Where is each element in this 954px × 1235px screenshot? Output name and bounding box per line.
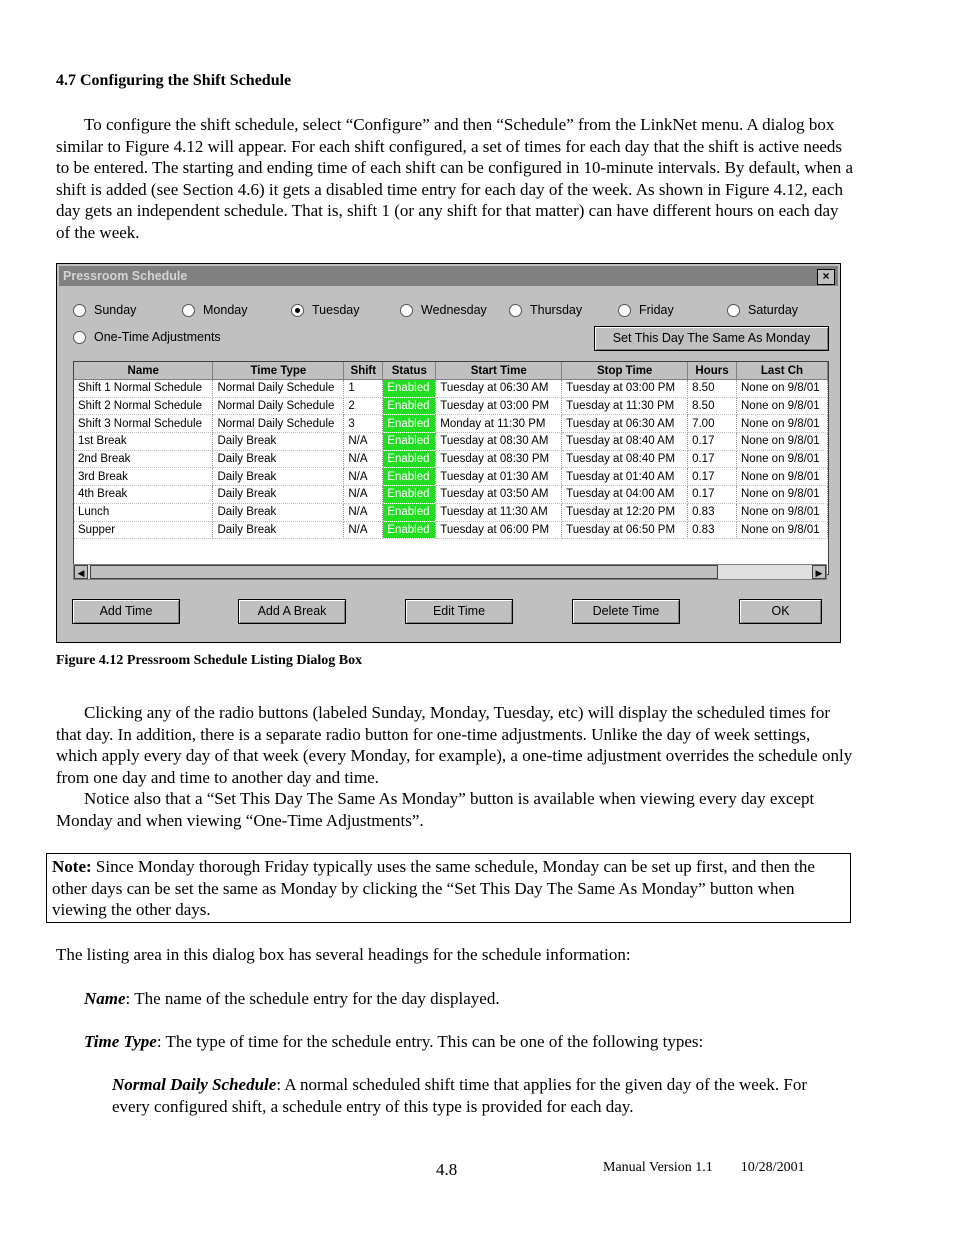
table-cell: Daily Break bbox=[213, 486, 344, 504]
table-row[interactable] bbox=[74, 380, 828, 398]
table-cell: Tuesday at 08:30 PM bbox=[436, 450, 562, 468]
table-row[interactable] bbox=[74, 468, 828, 486]
table-cell: None on 9/8/01 bbox=[737, 521, 828, 539]
column-header-time-type[interactable]: Time Type bbox=[213, 362, 344, 380]
table-cell: Tuesday at 08:40 PM bbox=[562, 450, 688, 468]
table-cell: 8.50 bbox=[688, 397, 737, 415]
table-cell: 0.83 bbox=[688, 503, 737, 521]
table-cell: Tuesday at 08:40 AM bbox=[562, 433, 688, 451]
table-cell: Tuesday at 03:50 AM bbox=[436, 486, 562, 504]
table-cell: 7.00 bbox=[688, 415, 737, 433]
table-cell: Tuesday at 01:40 AM bbox=[562, 468, 688, 486]
note-label: Note: bbox=[52, 857, 92, 876]
column-header-name[interactable]: Name bbox=[74, 362, 213, 380]
pressroom-schedule-dialog bbox=[56, 263, 841, 643]
add-break-button[interactable]: Add A Break bbox=[238, 599, 346, 624]
table-cell: Tuesday at 06:30 AM bbox=[436, 380, 562, 398]
table-cell: Tuesday at 08:30 AM bbox=[436, 433, 562, 451]
definition: : The name of the schedule entry for the day displayed. bbox=[125, 989, 500, 1008]
table-row[interactable] bbox=[74, 450, 828, 468]
table-cell: 0.17 bbox=[688, 468, 737, 486]
radio-one-time-adjustments[interactable] bbox=[73, 330, 221, 344]
table-cell: Tuesday at 03:00 PM bbox=[562, 380, 688, 398]
column-header-status[interactable]: Status bbox=[383, 362, 436, 380]
table-cell: 0.17 bbox=[688, 450, 737, 468]
table-cell: Tuesday at 06:50 PM bbox=[562, 521, 688, 539]
add-time-button[interactable]: Add Time bbox=[72, 599, 180, 624]
scroll-right-icon[interactable]: ▶ bbox=[812, 565, 826, 579]
column-header-last-changed[interactable]: Last Ch bbox=[737, 362, 828, 380]
dialog-title: Pressroom Schedule bbox=[63, 269, 188, 283]
paragraph-text: Clicking any of the radio buttons (labeled Sunday, Monday, Tuesday, etc) will display the scheduled times for that day. In addition, there is a separate radio button for one-time adjustments. Unlike the day of week settings, which apply every day of that week (every Monday, for example), a one-time adjustment overrides the schedule only from one day and time to another day and time. bbox=[56, 703, 853, 787]
table-cell: Enabled bbox=[383, 486, 436, 504]
table-cell: Lunch bbox=[74, 503, 213, 521]
table-cell: Tuesday at 11:30 AM bbox=[436, 503, 562, 521]
table-cell: None on 9/8/01 bbox=[737, 397, 828, 415]
table-row[interactable] bbox=[74, 503, 828, 521]
page-number: 4.8 bbox=[436, 1160, 458, 1179]
definition: : The type of time for the schedule entry. This can be one of the following types: bbox=[156, 1032, 704, 1051]
table-cell: Daily Break bbox=[213, 521, 344, 539]
definition: : A normal scheduled shift time that applies for the given day of the week. For every configured shift, a schedule entry of this type is provided for each day. bbox=[112, 1075, 807, 1116]
table-cell: None on 9/8/01 bbox=[737, 380, 828, 398]
radio-wednesday[interactable] bbox=[400, 303, 487, 317]
table-cell: Daily Break bbox=[213, 450, 344, 468]
table-cell: Enabled bbox=[383, 433, 436, 451]
radio-label: Saturday bbox=[748, 303, 799, 317]
radio-sunday[interactable] bbox=[73, 303, 136, 317]
section-heading: 4.7 Configuring the Shift Schedule bbox=[56, 72, 292, 89]
column-header-stop-time[interactable]: Stop Time bbox=[562, 362, 688, 380]
manual-version: Manual Version 1.1 10/28/2001 bbox=[603, 1160, 805, 1175]
paragraph-text: Notice also that a “Set This Day The Same As Monday” button is available when viewing every day except Monday and when viewing “One-Time Adjustments”. bbox=[56, 789, 815, 830]
radio-description bbox=[56, 702, 856, 832]
radio-monday[interactable] bbox=[182, 303, 247, 317]
table-cell: Normal Daily Schedule bbox=[213, 380, 344, 398]
table-cell: None on 9/8/01 bbox=[737, 486, 828, 504]
term: Normal Daily Schedule bbox=[112, 1075, 277, 1094]
table-cell: Daily Break bbox=[213, 503, 344, 521]
radio-label: Thursday bbox=[530, 303, 583, 317]
same-as-monday-button[interactable]: Set This Day The Same As Monday bbox=[594, 326, 829, 351]
table-cell: Normal Daily Schedule bbox=[213, 397, 344, 415]
dialog-titlebar bbox=[59, 266, 838, 286]
table-cell: N/A bbox=[344, 468, 383, 486]
table-row[interactable] bbox=[74, 486, 828, 504]
table-cell: 3rd Break bbox=[74, 468, 213, 486]
radio-friday[interactable] bbox=[618, 303, 674, 317]
table-cell: N/A bbox=[344, 503, 383, 521]
table-cell: None on 9/8/01 bbox=[737, 433, 828, 451]
table-cell: 1st Break bbox=[74, 433, 213, 451]
intro-paragraph bbox=[56, 114, 856, 244]
table-cell: Normal Daily Schedule bbox=[213, 415, 344, 433]
table-cell: Tuesday at 04:00 AM bbox=[562, 486, 688, 504]
table-row[interactable] bbox=[74, 433, 828, 451]
table-cell: Monday at 11:30 PM bbox=[436, 415, 562, 433]
table-cell: None on 9/8/01 bbox=[737, 415, 828, 433]
table-cell: None on 9/8/01 bbox=[737, 468, 828, 486]
intro-paragraph-text: To configure the shift schedule, select “Configure” and then “Schedule” from the LinkNet menu. A dialog box similar to Figure 4.12 will appear. For each shift configured, a set of times for each day that the shift is active needs to be entered. The starting and ending time of each shift can be configured in 10-minute intervals. By default, when a shift is added (see Section 4.6) it gets a disabled time entry for each day of the week. As shown in Figure 4.12, each day gets an independent schedule. That is, shift 1 (or any shift for that matter) can have different hours on each day of the week. bbox=[56, 115, 854, 242]
table-cell: 2nd Break bbox=[74, 450, 213, 468]
table-cell: 8.50 bbox=[688, 380, 737, 398]
table-cell: 1 bbox=[344, 380, 383, 398]
close-icon[interactable]: × bbox=[817, 269, 835, 285]
column-header-hours[interactable]: Hours bbox=[688, 362, 737, 380]
table-row[interactable] bbox=[74, 415, 828, 433]
definition-name bbox=[84, 988, 500, 1010]
scroll-left-icon[interactable]: ◀ bbox=[74, 565, 88, 579]
radio-label: Friday bbox=[639, 303, 674, 317]
table-cell: Enabled bbox=[383, 521, 436, 539]
note-box bbox=[46, 853, 851, 923]
table-cell: Enabled bbox=[383, 468, 436, 486]
table-cell: Enabled bbox=[383, 415, 436, 433]
definition-time-type bbox=[84, 1031, 703, 1053]
table-cell: None on 9/8/01 bbox=[737, 503, 828, 521]
table-cell: None on 9/8/01 bbox=[737, 450, 828, 468]
schedule-list[interactable] bbox=[73, 361, 829, 575]
table-cell: Tuesday at 11:30 PM bbox=[562, 397, 688, 415]
table-cell: 3 bbox=[344, 415, 383, 433]
paragraph bbox=[56, 788, 856, 831]
ok-button[interactable]: OK bbox=[739, 599, 822, 624]
table-cell: Tuesday at 12:20 PM bbox=[562, 503, 688, 521]
scrollbar-thumb[interactable] bbox=[90, 565, 718, 579]
radio-label: Tuesday bbox=[312, 303, 360, 317]
table-cell: Tuesday at 06:30 AM bbox=[562, 415, 688, 433]
table-cell: Tuesday at 01:30 AM bbox=[436, 468, 562, 486]
paragraph bbox=[56, 702, 856, 788]
table-cell: Tuesday at 03:00 PM bbox=[436, 397, 562, 415]
figure-caption: Figure 4.12 Pressroom Schedule Listing Dialog Box bbox=[56, 653, 363, 668]
term: Time Type bbox=[84, 1032, 157, 1051]
table-cell: 4th Break bbox=[74, 486, 213, 504]
term: Name bbox=[84, 989, 126, 1008]
table-cell: 2 bbox=[344, 397, 383, 415]
table-cell: Shift 3 Normal Schedule bbox=[74, 415, 213, 433]
note-text: Since Monday thorough Friday typically uses the same schedule, Monday can be set up first, and then the other days can be set the same as Monday by clicking the “Set This Day The Same As Monday” button when viewing the other days. bbox=[52, 857, 815, 920]
delete-time-button[interactable]: Delete Time bbox=[572, 599, 680, 624]
table-cell: N/A bbox=[344, 486, 383, 504]
table-cell: Shift 1 Normal Schedule bbox=[74, 380, 213, 398]
table-cell: Enabled bbox=[383, 380, 436, 398]
radio-saturday[interactable] bbox=[727, 303, 798, 317]
column-header-shift[interactable]: Shift bbox=[344, 362, 383, 380]
definition-normal-daily-schedule bbox=[112, 1074, 832, 1117]
table-cell: Supper bbox=[74, 521, 213, 539]
table-cell: Tuesday at 06:00 PM bbox=[436, 521, 562, 539]
table-cell: 0.17 bbox=[688, 433, 737, 451]
table-cell: 0.83 bbox=[688, 521, 737, 539]
table-cell: Enabled bbox=[383, 450, 436, 468]
table-cell: Shift 2 Normal Schedule bbox=[74, 397, 213, 415]
table-row[interactable] bbox=[74, 521, 828, 539]
table-cell: Enabled bbox=[383, 397, 436, 415]
headings-intro: The listing area in this dialog box has several headings for the schedule information: bbox=[56, 945, 631, 964]
table-row[interactable] bbox=[74, 397, 828, 415]
horizontal-scrollbar[interactable] bbox=[73, 564, 827, 580]
radio-label: Sunday bbox=[94, 303, 137, 317]
table-cell: N/A bbox=[344, 450, 383, 468]
radio-label: Wednesday bbox=[421, 303, 487, 317]
radio-label: One-Time Adjustments bbox=[94, 330, 221, 344]
table-cell: 0.17 bbox=[688, 486, 737, 504]
table-cell: Daily Break bbox=[213, 433, 344, 451]
radio-label: Monday bbox=[203, 303, 248, 317]
column-header-start-time[interactable]: Start Time bbox=[436, 362, 562, 380]
radio-thursday[interactable] bbox=[509, 303, 582, 317]
table-cell: Enabled bbox=[383, 503, 436, 521]
table-cell: N/A bbox=[344, 521, 383, 539]
radio-tuesday[interactable] bbox=[291, 303, 359, 317]
table-cell: N/A bbox=[344, 433, 383, 451]
table-cell: Daily Break bbox=[213, 468, 344, 486]
edit-time-button[interactable]: Edit Time bbox=[405, 599, 513, 624]
